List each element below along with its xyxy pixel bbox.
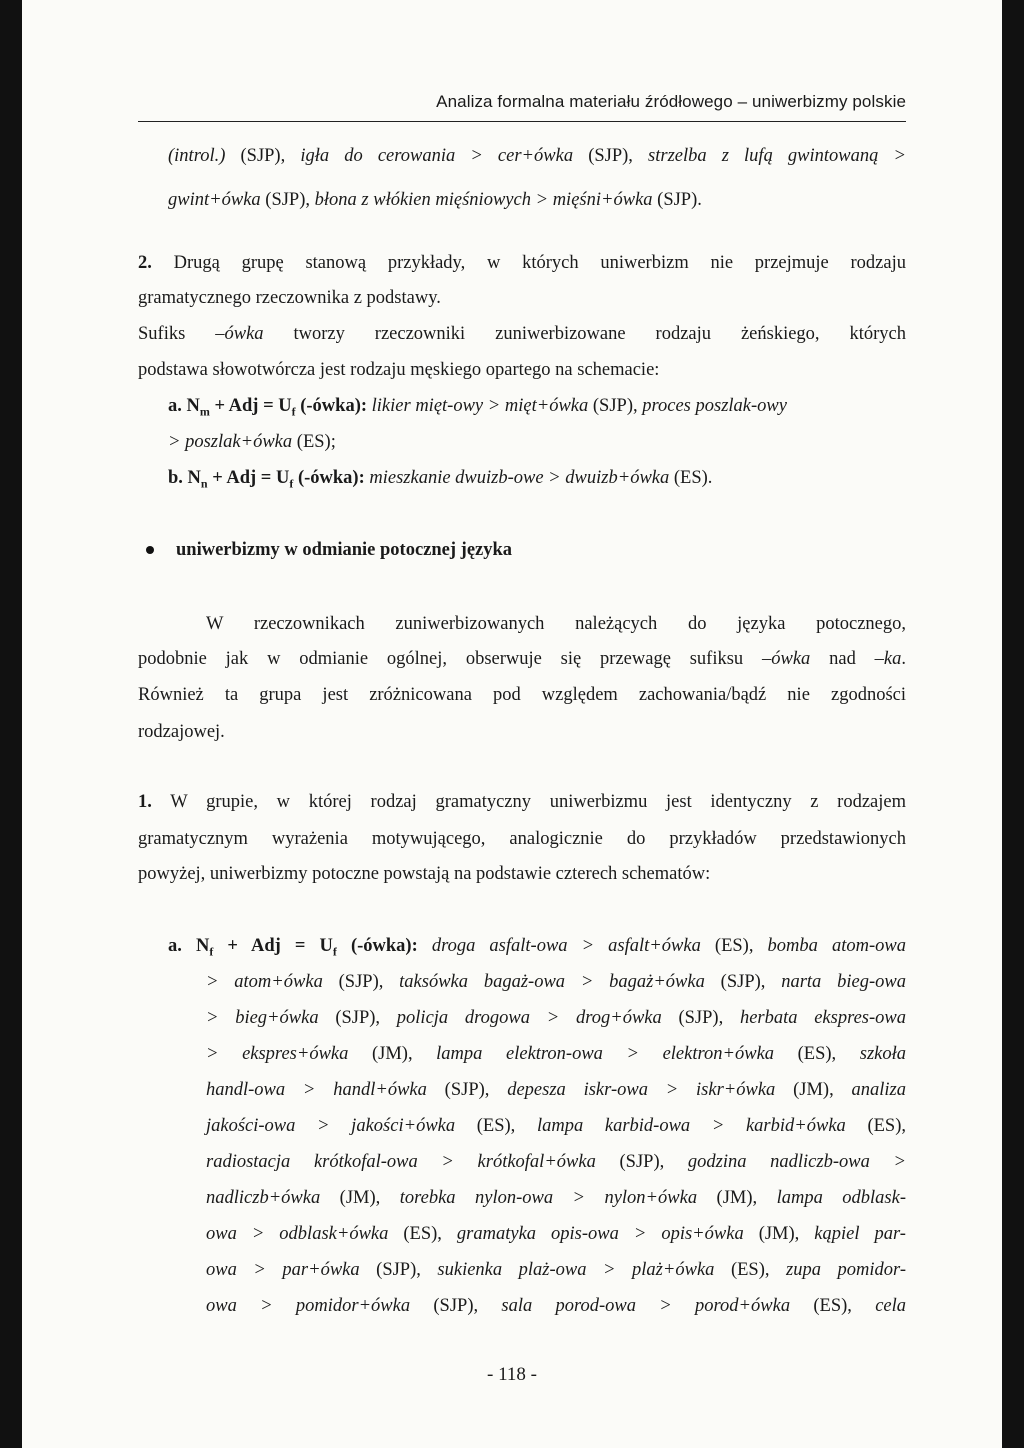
- text-line: podstawa słowotwórcza jest rodzaju męskiego opartego na schemacie:: [138, 360, 660, 380]
- running-header: Analiza formalna materiału źródłowego – uniwerbizmy polskie: [436, 92, 906, 111]
- schema-line-a2: a. $N_f$ + Adj = $U_f$ (-ówka): droga asfalt-owa > asfalt+ówka (ES), bomba atom-owa: [168, 936, 906, 959]
- text-line: nadliczb+ówka (JM), torebka nylon-owa > nylon+ówka (JM), lampa odblask-: [206, 1188, 906, 1208]
- text-line: owa > odblask+ówka (ES), gramatyka opis-owa > opis+ówka (JM), kąpiel par-: [206, 1224, 906, 1244]
- text-line: gramatycznym wyrażenia motywującego, analogicznie do przykładów przedstawionych: [138, 829, 906, 849]
- text-line: 1. W grupie, w której rodzaj gramatyczny uniwerbizmu jest identyczny z rodzajem: [138, 792, 906, 812]
- text-line: radiostacja krótkofal-owa > krótkofal+ówka (SJP), godzina nadliczb-owa >: [206, 1152, 906, 1172]
- text-line: > bieg+ówka (SJP), policja drogowa > drog+ówka (SJP), herbata ekspres-owa: [206, 1008, 907, 1028]
- page-number: - 118 -: [487, 1364, 537, 1385]
- text-line: handl-owa > handl+ówka (SJP), depesza iskr-owa > iskr+ówka (JM), analiza: [206, 1080, 906, 1100]
- text-line: 2. Drugą grupę stanową przykłady, w których uniwerbizm nie przejmuje rodzaju: [138, 253, 906, 273]
- text-line: rodzajowej.: [138, 722, 225, 742]
- text-line: powyżej, uniwerbizmy potoczne powstają na podstawie czterech schematów:: [138, 864, 711, 884]
- text-line: W rzeczownikach zuniwerbizowanych należących do języka potocznego,: [206, 614, 906, 634]
- text-line: > atom+ówka (SJP), taksówka bagaż-owa > bagaż+ówka (SJP), narta bieg-owa: [206, 972, 906, 992]
- text-line: jakości-owa > jakości+ówka (ES), lampa karbid-owa > karbid+ówka (ES),: [206, 1116, 906, 1136]
- header-rule: [138, 121, 906, 122]
- scan-edge-right: [1002, 0, 1024, 1448]
- text-line: gramatycznego rzeczownika z podstawy.: [138, 288, 441, 308]
- section-heading: uniwerbizmy w odmianie potocznej języka: [176, 540, 513, 560]
- schema-line-a: a. $N_m$ + Adj = $U_f$ (-ówka): likier mięt-owy > mięt+ówka (SJP), proces poszlak-owy: [168, 396, 787, 419]
- text-line: > ekspres+ówka (JM), lampa elektron-owa > elektron+ówka (ES), szkoła: [206, 1044, 906, 1064]
- text-line: gwint+ówka (SJP), błona z włókien mięśniowych > mięśni+ówka (SJP).: [168, 190, 702, 210]
- text-line: Sufiks –ówka tworzy rzeczowniki zuniwerbizowane rodzaju żeńskiego, których: [138, 324, 906, 344]
- text-line: owa > pomidor+ówka (SJP), sala porod-owa > porod+ówka (ES), cela: [206, 1296, 906, 1316]
- bullet-icon: [146, 546, 154, 554]
- text-line: podobnie jak w odmianie ogólnej, obserwuje się przewagę sufiksu –ówka nad –ka.: [138, 649, 906, 669]
- text-line: Również ta grupa jest zróżnicowana pod względem zachowania/bądź nie zgodności: [138, 685, 906, 705]
- text-line: (introl.) (SJP), igła do cerowania > cer+ówka (SJP), strzelba z lufą gwintowaną >: [168, 146, 906, 166]
- schema-line-b: b. $N_n$ + Adj = $U_f$ (-ówka): mieszkanie dwuizb-owe > dwuizb+ówka (ES).: [168, 468, 713, 491]
- text-line: owa > par+ówka (SJP), sukienka plaż-owa > plaż+ówka (ES), zupa pomidor-: [206, 1260, 906, 1280]
- text-line: > poszlak+ówka (ES);: [168, 432, 336, 452]
- scan-edge-left: [0, 0, 22, 1448]
